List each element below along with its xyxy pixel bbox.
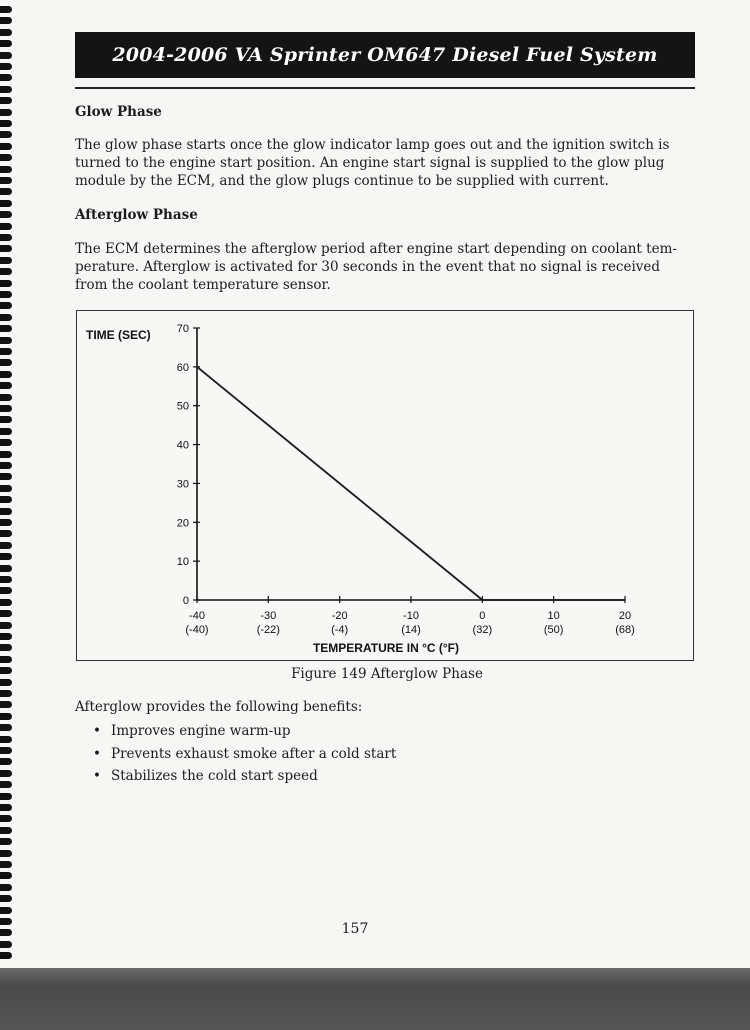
binding-ring [0, 622, 12, 629]
binding-ring [0, 428, 12, 435]
page-number: 157 [341, 921, 369, 937]
y-tick-label: 30 [176, 478, 189, 491]
binding-ring [0, 74, 12, 81]
x-tick-label-celsius: 0 [479, 610, 486, 622]
binding-ring [0, 200, 12, 207]
binding-ring [0, 941, 12, 948]
binding-ring [0, 371, 12, 378]
binding-ring [0, 633, 12, 640]
binding-ring [0, 382, 12, 389]
bullet-dot-icon: • [93, 768, 101, 784]
binding-ring [0, 713, 12, 720]
body-line: The ECM determines the afterglow period after engine start depending on coolant tem- [75, 241, 677, 257]
y-tick-label: 70 [176, 323, 189, 335]
y-tick-label: 10 [176, 556, 189, 569]
binding-ring [0, 257, 12, 264]
binding-ring [0, 97, 12, 104]
binding-ring [0, 17, 12, 24]
benefit-item [93, 765, 396, 788]
y-tick-label: 50 [176, 400, 189, 413]
binding-ring [0, 86, 12, 93]
binding-ring [0, 736, 12, 743]
binding-ring [0, 542, 12, 549]
binding-ring [0, 690, 12, 697]
binding-ring [0, 850, 12, 857]
binding-ring [0, 52, 12, 59]
y-tick-label: 20 [176, 517, 189, 530]
figure-caption: Figure 149 Afterglow Phase [291, 666, 483, 682]
x-tick-label-fahrenheit: (14) [401, 624, 421, 636]
binding-ring [0, 610, 12, 617]
binding-ring [0, 667, 12, 674]
binding-ring [0, 576, 12, 583]
binding-ring [0, 724, 12, 731]
x-tick-label-celsius: 20 [618, 610, 632, 622]
x-tick-label-fahrenheit: (-40) [185, 624, 209, 636]
binding-ring [0, 394, 12, 401]
binding-ring [0, 416, 12, 423]
section-heading-afterglow-phase: Afterglow Phase [75, 207, 198, 223]
binding-ring [0, 211, 12, 218]
x-tick-label-fahrenheit: (-22) [256, 624, 280, 636]
binding-ring [0, 872, 12, 879]
binding-ring [0, 405, 12, 412]
binding-ring [0, 781, 12, 788]
binding-ring [0, 838, 12, 845]
binding-ring [0, 451, 12, 458]
spiral-binding [0, 0, 16, 968]
binding-ring [0, 29, 12, 36]
section-body-afterglow-phase [75, 240, 693, 294]
binding-ring [0, 599, 12, 606]
binding-ring [0, 565, 12, 572]
binding-ring [0, 793, 12, 800]
binding-ring [0, 302, 12, 309]
bullet-dot-icon: • [93, 723, 101, 739]
x-tick-label-fahrenheit: (32) [472, 624, 493, 636]
x-tick-label-fahrenheit: (-4) [331, 624, 349, 636]
binding-ring [0, 519, 12, 526]
binding-ring [0, 496, 12, 503]
binding-ring [0, 530, 12, 537]
binding-ring [0, 325, 12, 332]
benefit-text: Prevents exhaust smoke after a cold start [111, 745, 397, 762]
scan-bottom-shadow [0, 968, 750, 1030]
binding-ring [0, 234, 12, 241]
body-line: turned to the engine start position. An engine start signal is supplied to the glow plug [75, 155, 665, 171]
binding-ring [0, 473, 12, 480]
binding-ring [0, 120, 12, 127]
binding-ring [0, 280, 12, 287]
binding-ring [0, 656, 12, 663]
y-axis-label: TIME (SEC) [86, 328, 151, 342]
body-line: from the coolant temperature sensor. [75, 277, 331, 293]
x-axis-label: TEMPERATURE IN °C (°F) [312, 641, 460, 655]
binding-ring [0, 553, 12, 560]
benefit-text: Improves engine warm-up [111, 723, 291, 739]
benefit-item [93, 720, 396, 743]
binding-ring [0, 63, 12, 70]
benefit-item [93, 743, 396, 766]
binding-ring [0, 758, 12, 765]
binding-ring [0, 109, 12, 116]
binding-ring [0, 439, 12, 446]
binding-ring [0, 701, 12, 708]
binding-ring [0, 462, 12, 469]
afterglow-time-line [197, 367, 625, 600]
benefits-intro: Afterglow provides the following benefits: [75, 699, 363, 715]
x-tick-label-celsius: -10 [403, 610, 419, 622]
x-tick-label-celsius: -30 [260, 610, 277, 622]
y-tick-label: 0 [182, 595, 189, 607]
benefit-text: Stabilizes the cold start speed [111, 768, 318, 784]
binding-ring [0, 245, 12, 252]
body-line: module by the ECM, and the glow plugs continue to be supplied with current. [75, 173, 609, 189]
binding-ring [0, 143, 12, 150]
binding-ring [0, 804, 12, 811]
x-tick-label-celsius: -20 [331, 610, 348, 622]
binding-ring [0, 952, 12, 959]
x-tick-label-fahrenheit: (68) [615, 624, 635, 636]
binding-ring [0, 485, 12, 492]
binding-ring [0, 177, 12, 184]
binding-ring [0, 337, 12, 344]
binding-ring [0, 747, 12, 754]
binding-ring [0, 895, 12, 902]
x-tick-label-celsius: -40 [189, 610, 205, 622]
binding-ring [0, 6, 12, 13]
binding-ring [0, 508, 12, 515]
binding-ring [0, 348, 12, 355]
binding-ring [0, 223, 12, 230]
y-tick-label: 60 [176, 361, 189, 374]
benefits-list [93, 720, 396, 788]
binding-ring [0, 314, 12, 321]
binding-ring [0, 587, 12, 594]
binding-ring [0, 40, 12, 47]
afterglow-chart [76, 310, 694, 661]
binding-ring [0, 679, 12, 686]
binding-ring [0, 359, 12, 366]
binding-ring [0, 884, 12, 891]
binding-ring [0, 291, 12, 298]
binding-ring [0, 166, 12, 173]
binding-ring [0, 907, 12, 914]
binding-ring [0, 268, 12, 275]
binding-ring [0, 815, 12, 822]
page-header-title: 2004-2006 VA Sprinter OM647 Diesel Fuel System [75, 32, 695, 78]
bullet-dot-icon: • [93, 745, 101, 762]
binding-ring [0, 770, 12, 777]
binding-ring [0, 188, 12, 195]
binding-ring [0, 861, 12, 868]
binding-ring [0, 827, 12, 834]
body-line: The glow phase starts once the glow indicator lamp goes out and the ignition switch is [75, 137, 670, 153]
binding-ring [0, 131, 12, 138]
body-line: perature. Afterglow is activated for 30 seconds in the event that no signal is received [75, 259, 661, 275]
section-heading-glow-phase: Glow Phase [75, 104, 162, 120]
header-divider [75, 87, 695, 89]
section-body-glow-phase [75, 136, 693, 190]
chart-canvas [77, 311, 695, 662]
x-tick-label-celsius: 10 [547, 610, 560, 622]
y-tick-label: 40 [176, 439, 189, 452]
binding-ring [0, 644, 12, 651]
binding-ring [0, 154, 12, 161]
x-tick-label-fahrenheit: (50) [543, 624, 564, 636]
